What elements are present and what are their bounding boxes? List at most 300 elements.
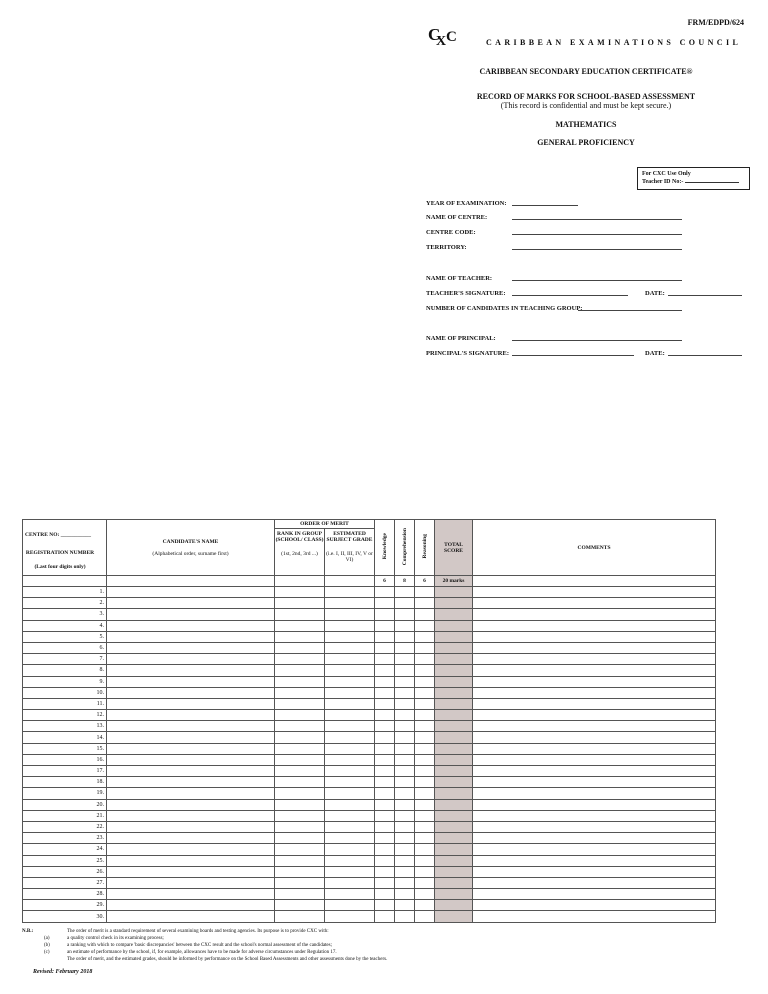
cxc-use-label: For CXC Use Only (642, 171, 691, 177)
note-c-key: (c) (44, 950, 50, 955)
entry-cell[interactable] (107, 654, 275, 665)
entry-cell[interactable] (107, 911, 275, 922)
entry-cell[interactable] (375, 810, 395, 821)
entry-cell[interactable] (325, 788, 375, 799)
entry-cell[interactable] (435, 620, 473, 631)
entry-cell[interactable] (395, 788, 415, 799)
entry-cell[interactable] (395, 687, 415, 698)
entry-cell[interactable] (415, 788, 435, 799)
entry-cell[interactable] (415, 900, 435, 911)
entry-cell[interactable] (435, 609, 473, 620)
entry-cell[interactable] (473, 766, 716, 777)
entry-cell[interactable] (107, 631, 275, 642)
table-row (23, 631, 716, 642)
entry-cell[interactable] (473, 654, 716, 665)
row-number: 27. (23, 877, 107, 888)
svg-text:C: C (446, 29, 457, 45)
entry-cell[interactable] (107, 743, 275, 754)
entry-cell[interactable] (395, 866, 415, 877)
entry-cell[interactable] (473, 889, 716, 900)
entry-cell[interactable] (275, 721, 325, 732)
entry-cell[interactable] (275, 665, 325, 676)
entry-cell[interactable] (395, 732, 415, 743)
entry-cell[interactable] (325, 743, 375, 754)
entry-cell[interactable] (473, 877, 716, 888)
entry-cell[interactable] (375, 665, 395, 676)
entry-cell[interactable] (395, 889, 415, 900)
row-number: 30. (23, 911, 107, 922)
entry-cell[interactable] (415, 665, 435, 676)
entry-cell[interactable] (325, 642, 375, 653)
entry-cell[interactable] (395, 877, 415, 888)
entry-cell[interactable] (415, 855, 435, 866)
entry-cell[interactable] (395, 855, 415, 866)
council-name: CARIBBEAN EXAMINATIONS COUNCIL (486, 38, 742, 47)
entry-cell[interactable] (107, 788, 275, 799)
entry-cell[interactable] (107, 855, 275, 866)
entry-cell[interactable] (473, 777, 716, 788)
entry-cell[interactable] (395, 587, 415, 598)
entry-cell[interactable] (473, 844, 716, 855)
entry-cell[interactable] (107, 866, 275, 877)
entry-cell[interactable] (415, 844, 435, 855)
entry-cell[interactable] (435, 844, 473, 855)
entry-cell[interactable] (325, 721, 375, 732)
entry-cell[interactable] (325, 877, 375, 888)
entry-cell[interactable] (275, 799, 325, 810)
entry-cell[interactable] (435, 821, 473, 832)
entry-cell[interactable] (395, 900, 415, 911)
entry-cell[interactable] (107, 642, 275, 653)
entry-cell[interactable] (107, 877, 275, 888)
entry-cell[interactable] (415, 587, 435, 598)
entry-cell[interactable] (275, 754, 325, 765)
entry-cell[interactable] (395, 609, 415, 620)
entry-cell[interactable] (473, 821, 716, 832)
entry-cell[interactable] (415, 598, 435, 609)
entry-cell[interactable] (435, 833, 473, 844)
entry-cell[interactable] (375, 855, 395, 866)
entry-cell[interactable] (435, 788, 473, 799)
row-number: 15. (23, 743, 107, 754)
entry-cell[interactable] (435, 754, 473, 765)
entry-cell[interactable] (473, 687, 716, 698)
entry-cell[interactable] (375, 889, 395, 900)
entry-cell[interactable] (375, 687, 395, 698)
entry-cell[interactable] (375, 631, 395, 642)
entry-cell[interactable] (435, 900, 473, 911)
entry-cell[interactable] (473, 665, 716, 676)
entry-cell[interactable] (435, 777, 473, 788)
entry-cell[interactable] (375, 754, 395, 765)
entry-cell[interactable] (275, 609, 325, 620)
proficiency-title: GENERAL PROFICIENCY (537, 138, 635, 147)
entry-cell[interactable] (473, 810, 716, 821)
entry-cell[interactable] (107, 833, 275, 844)
entry-cell[interactable] (275, 743, 325, 754)
principal-name-label: NAME OF PRINCIPAL: (426, 335, 496, 342)
entry-cell[interactable] (375, 877, 395, 888)
table-row (23, 743, 716, 754)
entry-cell[interactable] (395, 810, 415, 821)
entry-cell[interactable] (435, 799, 473, 810)
centre-no-label: CENTRE NO: ___________ (25, 532, 92, 538)
entry-cell[interactable] (435, 698, 473, 709)
entry-cell[interactable] (375, 732, 395, 743)
entry-cell[interactable] (107, 710, 275, 721)
revised-date: Revised: February 2018 (33, 969, 93, 975)
entry-cell[interactable] (325, 911, 375, 922)
centre-no-cell (23, 520, 107, 576)
entry-cell[interactable] (473, 855, 716, 866)
entry-cell[interactable] (275, 676, 325, 687)
entry-cell[interactable] (415, 631, 435, 642)
row-number: 17. (23, 766, 107, 777)
entry-cell[interactable] (395, 754, 415, 765)
entry-cell[interactable] (473, 743, 716, 754)
entry-cell[interactable] (435, 654, 473, 665)
entry-cell[interactable] (473, 911, 716, 922)
entry-cell[interactable] (473, 609, 716, 620)
entry-cell[interactable] (275, 631, 325, 642)
num-candidates-field[interactable] (578, 310, 682, 311)
entry-cell[interactable] (375, 900, 395, 911)
notes-intro: The order of merit is a standard requirement of several examining boards and testing agencies. Its purpose is to provide CXC with: (67, 929, 329, 934)
entry-cell[interactable] (107, 620, 275, 631)
entry-cell[interactable] (415, 721, 435, 732)
entry-cell[interactable] (325, 732, 375, 743)
teacher-id-field[interactable] (685, 178, 739, 183)
entry-cell[interactable] (473, 754, 716, 765)
entry-cell[interactable] (107, 810, 275, 821)
entry-cell[interactable] (107, 754, 275, 765)
table-row (23, 754, 716, 765)
entry-cell[interactable] (375, 676, 395, 687)
svg-text:C: C (428, 25, 441, 44)
entry-cell[interactable] (435, 911, 473, 922)
entry-cell[interactable] (473, 698, 716, 709)
centre-name-field[interactable] (512, 219, 682, 220)
entry-cell[interactable] (325, 710, 375, 721)
entry-cell[interactable] (435, 665, 473, 676)
entry-cell[interactable] (107, 598, 275, 609)
entry-cell[interactable] (473, 642, 716, 653)
entry-cell[interactable] (107, 889, 275, 900)
entry-cell[interactable] (107, 721, 275, 732)
entry-cell[interactable] (107, 665, 275, 676)
note-c: an estimate of performance by the school, if, for example, allowances have to be made for adverse circumstances under Regulation 17. (67, 950, 337, 955)
entry-cell[interactable] (473, 833, 716, 844)
entry-cell[interactable] (375, 743, 395, 754)
entry-cell[interactable] (415, 866, 435, 877)
entry-cell[interactable] (375, 844, 395, 855)
entry-cell[interactable] (435, 631, 473, 642)
entry-cell[interactable] (415, 743, 435, 754)
entry-cell[interactable] (325, 766, 375, 777)
entry-cell[interactable] (107, 587, 275, 598)
teacher-name-label: NAME OF TEACHER: (426, 275, 493, 282)
entry-cell[interactable] (275, 732, 325, 743)
entry-cell[interactable] (325, 631, 375, 642)
date2-field[interactable] (668, 355, 742, 356)
entry-cell[interactable] (395, 844, 415, 855)
entry-cell[interactable] (435, 766, 473, 777)
entry-cell[interactable] (415, 777, 435, 788)
entry-cell[interactable] (275, 866, 325, 877)
entry-cell[interactable] (415, 710, 435, 721)
entry-cell[interactable] (473, 900, 716, 911)
comprehension-label: Comprehension (401, 527, 408, 566)
principal-signature-field[interactable] (512, 355, 634, 356)
entry-cell[interactable] (275, 889, 325, 900)
table-row (23, 620, 716, 631)
entry-cell[interactable] (325, 687, 375, 698)
entry-cell[interactable] (473, 721, 716, 732)
entry-cell[interactable] (107, 676, 275, 687)
entry-cell[interactable] (395, 743, 415, 754)
entry-cell[interactable] (375, 598, 395, 609)
row-number: 8. (23, 665, 107, 676)
teacher-signature-field[interactable] (512, 295, 628, 296)
order-of-merit-header: ORDER OF MERIT (275, 520, 375, 529)
row-number: 19. (23, 788, 107, 799)
entry-cell[interactable] (375, 799, 395, 810)
entry-cell[interactable] (325, 866, 375, 877)
centre-code-field[interactable] (512, 234, 682, 235)
entry-cell[interactable] (415, 889, 435, 900)
entry-cell[interactable] (107, 609, 275, 620)
reg-number-note: (Last four digits only) (34, 564, 86, 570)
entry-cell[interactable] (473, 788, 716, 799)
entry-cell[interactable] (395, 777, 415, 788)
entry-cell[interactable] (395, 676, 415, 687)
entry-cell[interactable] (325, 609, 375, 620)
row-number: 20. (23, 799, 107, 810)
entry-cell[interactable] (375, 766, 395, 777)
note-final: The order of merit, and the estimated grades, should be informed by performance on the School Based Assessments and other assessments done by the teachers. (67, 957, 388, 962)
entry-cell[interactable] (375, 710, 395, 721)
entry-cell[interactable] (275, 698, 325, 709)
entry-cell[interactable] (395, 710, 415, 721)
entry-cell[interactable] (435, 587, 473, 598)
entry-cell[interactable] (415, 620, 435, 631)
row-number: 21. (23, 810, 107, 821)
entry-cell[interactable] (435, 687, 473, 698)
row-number: 5. (23, 631, 107, 642)
entry-cell[interactable] (415, 911, 435, 922)
entry-cell[interactable] (415, 810, 435, 821)
entry-cell[interactable] (375, 698, 395, 709)
entry-cell[interactable] (435, 855, 473, 866)
entry-cell[interactable] (415, 754, 435, 765)
entry-cell[interactable] (325, 754, 375, 765)
entry-cell[interactable] (473, 866, 716, 877)
table-row (23, 710, 716, 721)
entry-cell[interactable] (325, 598, 375, 609)
entry-cell[interactable] (375, 609, 395, 620)
entry-cell[interactable] (107, 766, 275, 777)
entry-cell[interactable] (275, 598, 325, 609)
entry-cell[interactable] (395, 698, 415, 709)
entry-cell[interactable] (435, 889, 473, 900)
entry-cell[interactable] (415, 732, 435, 743)
entry-cell[interactable] (325, 855, 375, 866)
entry-cell[interactable] (375, 833, 395, 844)
num-candidates-label: NUMBER OF CANDIDATES IN TEACHING GROUP: (426, 305, 583, 312)
entry-cell[interactable] (107, 844, 275, 855)
entry-cell[interactable] (275, 844, 325, 855)
entry-cell[interactable] (275, 687, 325, 698)
entry-cell[interactable] (107, 821, 275, 832)
row-number: 12. (23, 710, 107, 721)
entry-cell[interactable] (395, 631, 415, 642)
year-field[interactable] (512, 205, 578, 206)
entry-cell[interactable] (275, 587, 325, 598)
entry-cell[interactable] (435, 642, 473, 653)
entry-cell[interactable] (325, 799, 375, 810)
entry-cell[interactable] (415, 642, 435, 653)
entry-cell[interactable] (435, 710, 473, 721)
entry-cell[interactable] (415, 799, 435, 810)
entry-cell[interactable] (275, 766, 325, 777)
entry-cell[interactable] (275, 911, 325, 922)
table-row (23, 911, 716, 922)
entry-cell[interactable] (275, 788, 325, 799)
entry-cell[interactable] (473, 631, 716, 642)
entry-cell[interactable] (107, 900, 275, 911)
entry-cell[interactable] (415, 654, 435, 665)
entry-cell[interactable] (395, 911, 415, 922)
entry-cell[interactable] (395, 598, 415, 609)
entry-cell[interactable] (415, 609, 435, 620)
date1-field[interactable] (668, 295, 742, 296)
entry-cell[interactable] (325, 665, 375, 676)
entry-cell[interactable] (375, 866, 395, 877)
entry-cell[interactable] (107, 799, 275, 810)
entry-cell[interactable] (375, 721, 395, 732)
entry-cell[interactable] (473, 799, 716, 810)
entry-cell[interactable] (325, 587, 375, 598)
entry-cell[interactable] (325, 654, 375, 665)
row-number: 22. (23, 821, 107, 832)
entry-cell[interactable] (435, 676, 473, 687)
entry-cell[interactable] (275, 810, 325, 821)
entry-cell[interactable] (375, 821, 395, 832)
entry-cell[interactable] (473, 598, 716, 609)
entry-cell[interactable] (435, 866, 473, 877)
entry-cell[interactable] (395, 642, 415, 653)
entry-cell[interactable] (395, 821, 415, 832)
entry-cell[interactable] (375, 654, 395, 665)
certificate-title: CARIBBEAN SECONDARY EDUCATION CERTIFICATE® (479, 67, 693, 76)
entry-cell[interactable] (435, 732, 473, 743)
centre-name-label: NAME OF CENTRE: (426, 214, 488, 221)
entry-cell[interactable] (275, 833, 325, 844)
entry-cell[interactable] (275, 877, 325, 888)
entry-cell[interactable] (473, 732, 716, 743)
entry-cell[interactable] (395, 799, 415, 810)
row-number: 18. (23, 777, 107, 788)
entry-cell[interactable] (275, 855, 325, 866)
entry-cell[interactable] (415, 766, 435, 777)
entry-cell[interactable] (415, 687, 435, 698)
entry-cell[interactable] (435, 598, 473, 609)
entry-cell[interactable] (107, 687, 275, 698)
territory-field[interactable] (512, 249, 682, 250)
note-a: a quality control check in its examining process; (67, 936, 164, 941)
entry-cell[interactable] (395, 665, 415, 676)
entry-cell[interactable] (375, 911, 395, 922)
entry-cell[interactable] (375, 788, 395, 799)
entry-cell[interactable] (395, 833, 415, 844)
entry-cell[interactable] (395, 766, 415, 777)
entry-cell[interactable] (275, 654, 325, 665)
row-number: 9. (23, 676, 107, 687)
entry-cell[interactable] (415, 676, 435, 687)
entry-cell[interactable] (275, 710, 325, 721)
entry-cell[interactable] (275, 642, 325, 653)
table-row (23, 687, 716, 698)
entry-cell[interactable] (275, 900, 325, 911)
entry-cell[interactable] (435, 810, 473, 821)
entry-cell[interactable] (395, 620, 415, 631)
entry-cell[interactable] (325, 620, 375, 631)
entry-cell[interactable] (415, 877, 435, 888)
entry-cell[interactable] (415, 698, 435, 709)
entry-cell[interactable] (395, 654, 415, 665)
principal-name-field[interactable] (512, 340, 682, 341)
table-row (23, 866, 716, 877)
record-title: RECORD OF MARKS FOR SCHOOL-BASED ASSESSMENT (476, 92, 696, 101)
entry-cell[interactable] (325, 821, 375, 832)
entry-cell[interactable] (325, 777, 375, 788)
entry-cell[interactable] (325, 810, 375, 821)
entry-cell[interactable] (325, 833, 375, 844)
entry-cell[interactable] (415, 833, 435, 844)
entry-cell[interactable] (435, 877, 473, 888)
entry-cell[interactable] (473, 676, 716, 687)
entry-cell[interactable] (325, 889, 375, 900)
entry-cell[interactable] (325, 900, 375, 911)
entry-cell[interactable] (275, 620, 325, 631)
entry-cell[interactable] (107, 777, 275, 788)
entry-cell[interactable] (435, 743, 473, 754)
entry-cell[interactable] (473, 710, 716, 721)
table-row (23, 889, 716, 900)
entry-cell[interactable] (325, 844, 375, 855)
entry-cell[interactable] (375, 777, 395, 788)
row-number: 1. (23, 587, 107, 598)
entry-cell[interactable] (275, 777, 325, 788)
entry-cell[interactable] (435, 721, 473, 732)
entry-cell[interactable] (473, 587, 716, 598)
entry-cell[interactable] (375, 620, 395, 631)
entry-cell[interactable] (375, 587, 395, 598)
entry-cell[interactable] (375, 642, 395, 653)
entry-cell[interactable] (325, 676, 375, 687)
entry-cell[interactable] (473, 620, 716, 631)
entry-cell[interactable] (107, 732, 275, 743)
table-row (23, 788, 716, 799)
entry-cell[interactable] (325, 698, 375, 709)
form-code: FRM/EDPD/624 (687, 18, 744, 27)
teacher-name-field[interactable] (512, 280, 682, 281)
row-number: 25. (23, 855, 107, 866)
entry-cell[interactable] (415, 821, 435, 832)
entry-cell[interactable] (275, 821, 325, 832)
entry-cell[interactable] (395, 721, 415, 732)
entry-cell[interactable] (107, 698, 275, 709)
